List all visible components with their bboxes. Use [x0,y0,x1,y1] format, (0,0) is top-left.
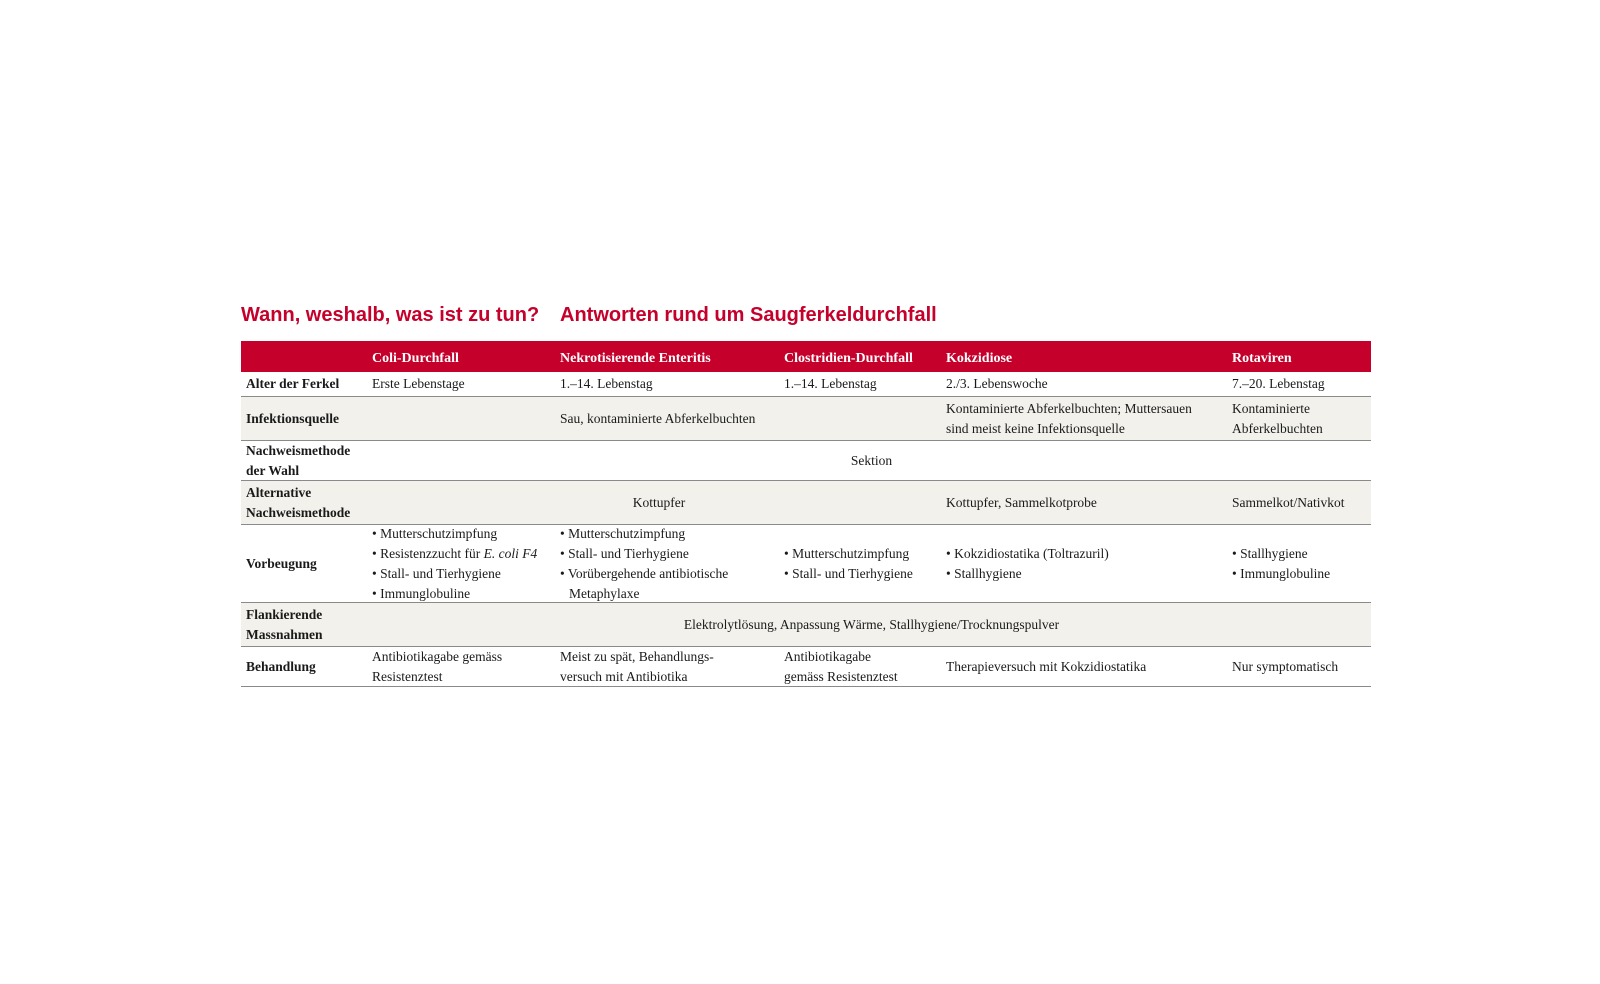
bullet-italic: E. coli F4 [483,545,538,561]
table-row [241,397,1371,441]
bullet-item: • Vorübergehende antibiotische [560,564,728,584]
bullet-item: • Stallhygiene [946,564,1109,584]
bullet-item: • Kokzidiostatika (Toltrazuril) [946,544,1109,564]
table-cell [560,647,714,686]
table-cell: Sammelkot/Nativkot [1232,494,1345,510]
table-cell [560,525,728,602]
bullet-item: • Stallhygiene [1232,544,1330,564]
table-cell [784,647,898,686]
table-cell [946,397,1192,440]
header-rotaviren: Rotaviren [1232,351,1292,366]
table-cell-spanning: Elektrolytlösung, Anpassung Wärme, Stallhygiene/Trocknungspulver [683,616,1060,632]
bullet-item [372,544,537,564]
table-cell: Kottupfer, Sammelkotprobe [946,494,1097,510]
table-cell [372,647,502,686]
table-cell [784,525,913,602]
row-label: Behandlung [246,658,316,674]
row-label [246,603,371,646]
cell-line: sind meist keine Infektionsquelle [946,420,1125,436]
row-label: Alter der Ferkel [246,376,340,391]
table-cell: 1.–14. Lebenstag [560,376,653,391]
table-cell: 7.–20. Lebenstag [1232,376,1325,391]
bullet-continuation: Metaphylaxe [569,585,640,601]
table-cell-spanning: Sektion [850,452,893,468]
label-line: Flankierende [246,606,323,622]
bullet-item: • Mutterschutzimpfung [560,524,728,544]
bullet-text: Resistenzzucht für [380,545,484,561]
title-right: Antworten rund um Saugferkeldurchfall [560,304,937,326]
header-coli: Coli-Durchfall [372,351,459,366]
table-cell: 1.–14. Lebenstag [784,376,877,391]
row-label [246,441,371,480]
table-cell: Therapieversuch mit Kokzidiostatika [946,658,1147,674]
table-row [241,481,1371,525]
cell-line: Meist zu spät, Behandlungs- [560,648,714,664]
label-line: Nachweismethode [246,504,351,520]
table-cell [1232,397,1323,440]
header-clostridien: Clostridien-Durchfall [784,351,913,366]
table-row [241,525,1371,603]
table-cell: Sau, kontaminierte Abferkelbuchten [560,410,756,426]
cell-line: Abferkelbuchten [1232,420,1323,436]
row-label: Infektionsquelle [246,410,340,426]
table-cell: Nur symptomatisch [1232,658,1339,674]
bullet-item: • Mutterschutzimpfung [372,524,537,544]
bullet-item: • Mutterschutzimpfung [784,544,913,564]
label-line: Massnahmen [246,626,323,642]
table-row [241,441,1371,481]
bullet-item: • Immunglobuline [1232,564,1330,584]
bullet-item: • Immunglobuline [372,584,537,604]
header-kokzidiose: Kokzidiose [946,351,1013,366]
table-cell [946,525,1109,602]
table-header-row [241,341,1371,372]
bullet-item: • Stall- und Tierhygiene [372,564,537,584]
table-cell: 2./3. Lebenswoche [946,376,1048,391]
header-nekrotisierende: Nekrotisierende Enteritis [560,351,711,366]
cell-line: Kontaminierte [1232,400,1310,416]
table-row [241,647,1371,687]
cell-line: Antibiotikagabe [784,648,871,664]
bullet-item: • Stall- und Tierhygiene [784,564,913,584]
table-row [241,372,1371,397]
page-title-bar [241,304,1371,334]
title-left: Wann, weshalb, was ist zu tun? [241,304,540,326]
cell-line: Kontaminierte Abferkelbuchten; Muttersauen [946,400,1192,416]
cell-line: gemäss Resistenztest [784,668,898,684]
table-cell [372,525,537,602]
bullet-item: • Stall- und Tierhygiene [560,544,728,564]
row-label: Vorbeugung [246,555,317,571]
cell-line: Resistenztest [372,668,443,684]
cell-line: Antibiotikagabe gemäss [372,648,503,664]
label-line: Alternative [246,484,312,500]
label-line: der Wahl [246,462,300,478]
comparison-table [241,341,1371,687]
row-label [246,481,371,524]
label-line: Nachweismethode [246,442,351,458]
cell-line: versuch mit Antibiotika [560,668,688,684]
table-cell [1232,525,1330,602]
table-cell-spanning: Kottupfer [632,494,686,510]
table-row [241,603,1371,647]
table-cell: Erste Lebenstage [372,376,465,391]
